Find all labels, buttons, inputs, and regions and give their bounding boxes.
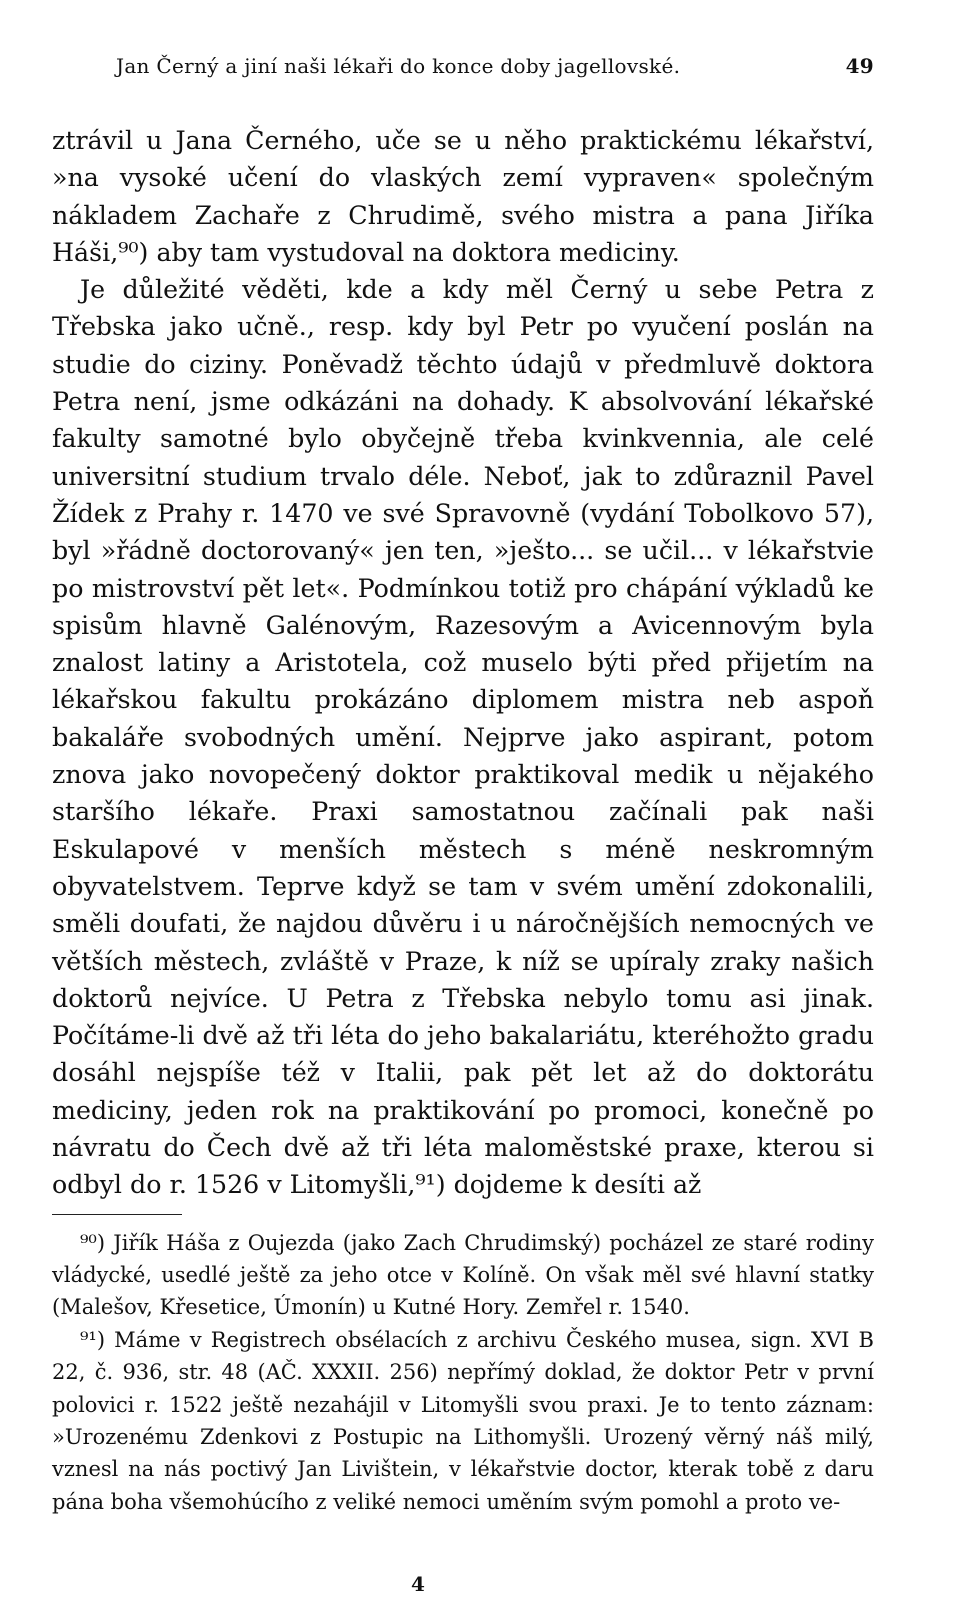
running-title: Jan Černý a jiní naši lékaři do konce doby jagellovské. bbox=[116, 54, 681, 78]
footnote-91: ⁹¹) Máme v Registrech obsélacích z archivu Českého musea, sign. XVI B 22, č. 936, str. 48 (AČ. XXXII. 256) nepřímý doklad, že doktor Petr v první polovici r. 1522 ještě nezahájil v Litomyšli svou praxi. Je to tento záznam: »Urozenému Zdenkovi z Postupic na Lithomyšli. Urozený věrný náš milý, vznesl na nás poctivý Jan Livištein, v lékařstvie doctor, kterak tobě z daru pána boha všemohúcího z veliké nemoci uměním svým pomohl a proto ve- bbox=[52, 1327, 874, 1514]
paragraph-1: ztrávil u Jana Černého, uče se u něho praktickému lékařství, »na vysoké učení do vlaských zemí vypraven« společným nákladem Zachaře z Chrudimě, svého mistra a pana Jiříka Háši,⁹⁰) aby tam vystudoval na doktora mediciny. bbox=[52, 126, 874, 267]
paragraph-2: Je důležité věděti, kde a kdy měl Černý u sebe Petra z Třebska jako učně., resp. kdy byl Petr po vyučení poslán na studie do ciziny. Poněvadž těchto údajů v předmluvě doktora Petra není, jsme odkázáni na dohady. K absolvování lékařské fakulty samotné bylo obyčejně třeba kvinkvennia, ale celé universitní studium trvalo déle. Neboť, jak to zdůraznil Pavel Žídek z Prahy r. 1470 ve své Spravovně (vydání Tobolkovo 57), byl »řádně doctorovaný« jen ten, »ješto... se učil... v lékařstvie po mistrovství pět let«. Podmínkou totiž pro chápání výkladů ke spisům hlavně Galénovým, Razesovým a Avicennovým byla znalost latiny a Aristotela, což muselo býti před přijetím na lékařskou fakultu prokázáno diplomem mistra neb aspoň bakaláře svobodných umění. Nejprve jako aspirant, potom znova jako novopečený doktor praktikoval medik u nějakého staršího lékaře. Praxi samostatnou začínali pak naši Eskulapové v menších městech s méně neskromným obyvatelstvem. Teprve když se tam v svém umění zdokonalili, směli doufati, že najdou důvěru i u náročnějších nemocných ve větších městech, zvláště v Praze, k níž se upíraly zraky našich doktorů nejvíce. U Petra z Třebska nebylo tomu asi jinak. Počítáme-li dvě až tři léta do jeho bakalariátu, kteréhožto gradu dosáhl nejspíše též v Italii, pak pět let až do doktorátu mediciny, jeden rok na praktikování po promoci, konečně po návratu do Čech dvě až tři léta maloměstské praxe, kterou si odbyl do r. 1526 v Litomyšli,⁹¹) dojdeme k desíti až bbox=[52, 275, 874, 1200]
signature-mark: 4 bbox=[411, 1572, 425, 1596]
footnotes bbox=[52, 1227, 874, 1519]
footnote-90: ⁹⁰) Jiřík Háša z Oujezda (jako Zach Chrudimský) pocházel ze staré rodiny vládycké, usedlé ještě za jeho otce v Kolíně. On však měl své hlavní statky (Malešov, Křesetice, Úmonín) u Kutné Hory. Zemřel r. 1540. bbox=[52, 1230, 874, 1320]
footnote-rule bbox=[52, 1214, 182, 1215]
page-number: 49 bbox=[845, 54, 874, 78]
body-text bbox=[52, 122, 874, 1204]
book-page bbox=[52, 44, 874, 1604]
running-head bbox=[52, 44, 874, 88]
